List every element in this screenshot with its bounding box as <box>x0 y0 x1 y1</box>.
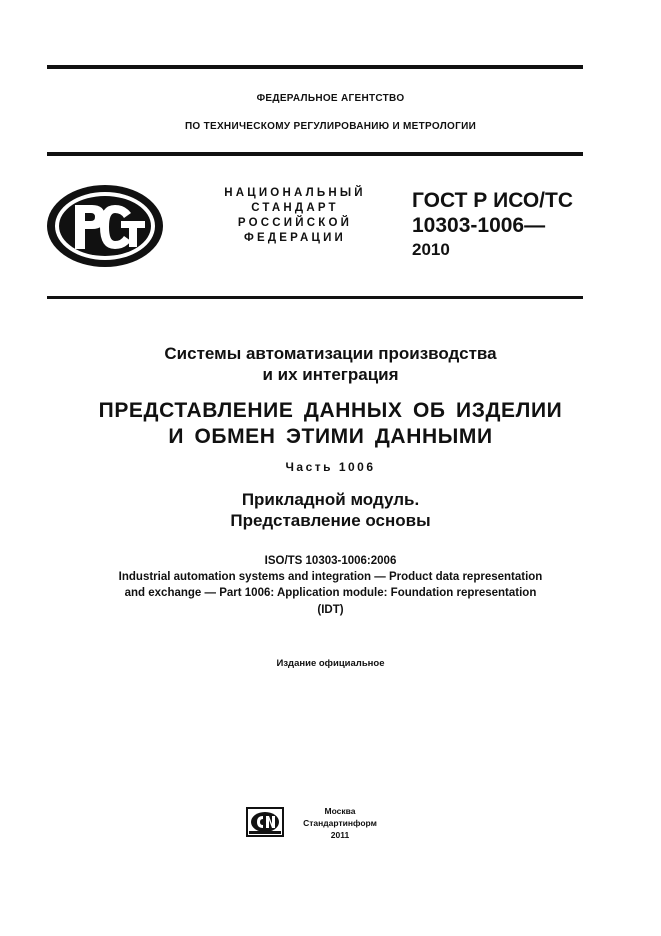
title-main-line2: И ОБМЕН ЭТИМИ ДАННЫМИ <box>168 425 493 448</box>
english-title-line2: and exchange — Part 1006: Application module: Foundation representation <box>124 587 537 599</box>
publisher-info <box>296 805 384 841</box>
national-line: СТАНДАРТ <box>251 202 339 214</box>
national-standard-label <box>200 186 390 246</box>
top-rule <box>47 65 583 69</box>
national-line: НАЦИОНАЛЬНЫЙ <box>224 187 366 199</box>
standard-designation <box>412 188 573 238</box>
agency-name-line1: ФЕДЕРАЛЬНОЕ АГЕНТСТВО <box>256 93 405 104</box>
national-line: РОССИЙСКОЙ <box>237 217 353 229</box>
iso-reference: ISO/TS 10303-1006:2006 <box>264 555 397 567</box>
national-line: ФЕДЕРАЦИИ <box>243 232 347 244</box>
standard-year: 2010 <box>412 240 450 259</box>
title-systems-line2: и их интеграция <box>262 365 399 384</box>
module-title-line1: Прикладной модуль. <box>241 490 420 509</box>
designation-line2: 10303-1006— <box>412 214 546 237</box>
gost-r-emblem-icon <box>45 183 165 269</box>
part-number: Часть 1006 <box>285 460 376 474</box>
standartinform-emblem-icon <box>246 807 284 837</box>
designation-line1: ГОСТ Р ИСО/ТС <box>412 189 574 212</box>
edition-label: Издание официальное <box>276 658 385 669</box>
module-title-line2: Представление основы <box>230 511 431 530</box>
block-divider <box>47 296 583 299</box>
title-systems-line1: Системы автоматизации производства <box>164 344 497 363</box>
agency-name-line2: ПО ТЕХНИЧЕСКОМУ РЕГУЛИРОВАНИЮ И МЕТРОЛОГИИ <box>184 121 477 132</box>
title-main-line1: ПРЕДСТАВЛЕНИЕ ДАННЫХ ОБ ИЗДЕЛИИ <box>98 399 563 422</box>
publisher-name: Стандартинформ <box>303 818 377 828</box>
publisher-year: 2011 <box>330 830 350 840</box>
header-divider <box>47 152 583 156</box>
publisher-city: Москва <box>324 806 356 816</box>
equivalence-marker: (IDT) <box>317 604 344 616</box>
english-title-line1: Industrial automation systems and integration — Product data representation <box>118 571 543 583</box>
